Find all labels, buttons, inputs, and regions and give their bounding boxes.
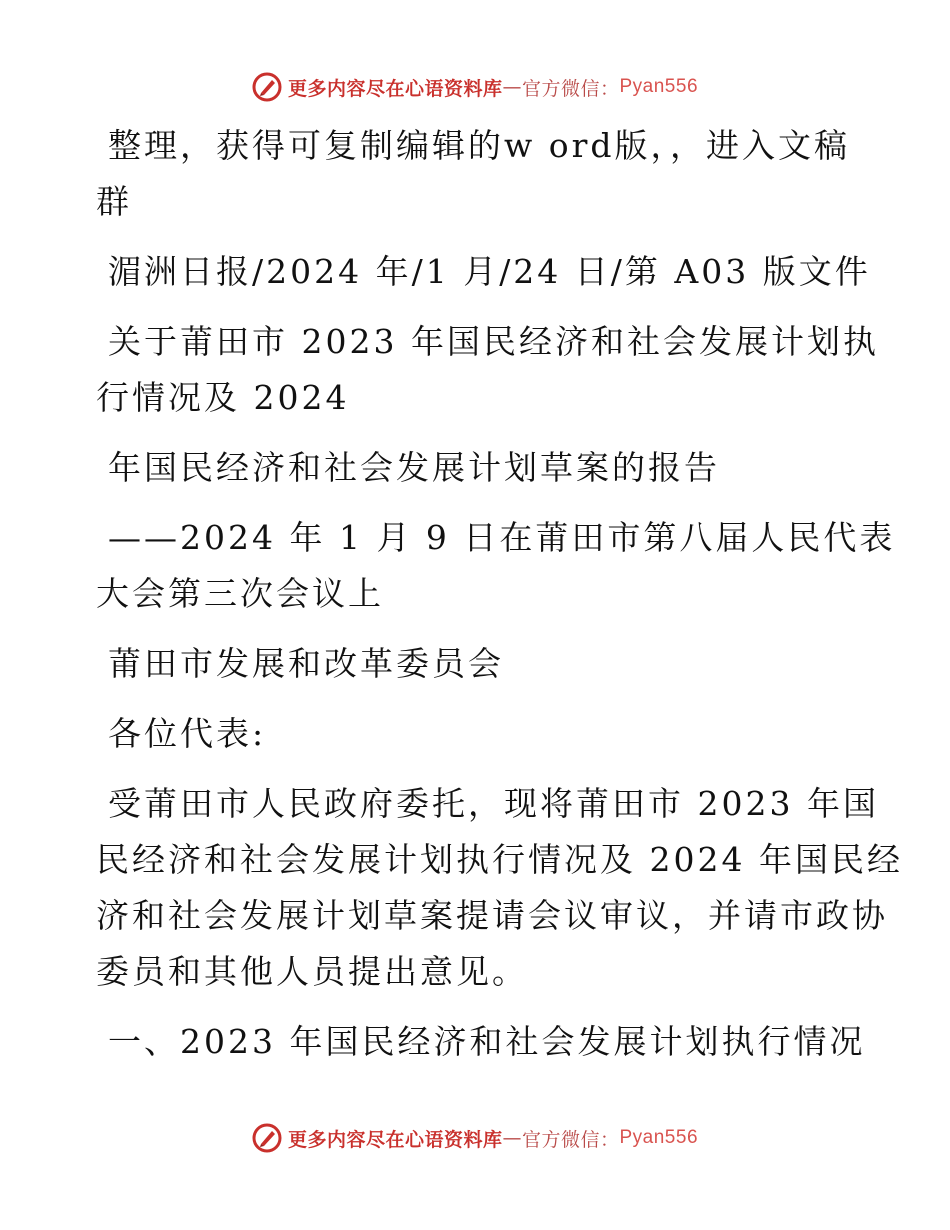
- report-title-line-1: 关于莆田市 2023 年国民经济和社会发展计划执: [108, 322, 879, 361]
- report-title-line-2: 行情况及 2024: [96, 378, 350, 417]
- report-title-line-3: 年国民经济和社会发展计划草案的报告: [108, 448, 720, 487]
- paragraph-intro-line-2: 群: [96, 182, 132, 221]
- body-line-3: 济和社会发展计划草案提请会议审议，并请市政协: [96, 896, 888, 935]
- body-line-4: 委员和其他人员提出意见。: [96, 952, 528, 991]
- paragraph-intro-line-1: 整理，获得可复制编辑的w ord版，，进入文稿: [108, 126, 851, 165]
- watermark-wechat: 官方微信：: [521, 1128, 620, 1151]
- watermark-main: 更多内容尽在心语资料库: [287, 1128, 503, 1151]
- source-line: 湄洲日报/2024 年/1 月/24 日/第 A03 版文件: [108, 252, 871, 291]
- watermark-main: 更多内容尽在心语资料库: [287, 77, 503, 100]
- header-watermark: [0, 72, 950, 102]
- subtitle-line-1: ——2024 年 1 月 9 日在莆田市第八届人民代表: [108, 518, 896, 557]
- watermark-wechat: 官方微信：: [521, 77, 620, 100]
- watermark-id: Pyan556: [619, 1127, 699, 1148]
- document-body: [96, 118, 903, 1070]
- subtitle-line-2: 大会第三次会议上: [96, 574, 384, 613]
- footer-watermark: [0, 1123, 950, 1153]
- section-heading: 一、2023 年国民经济和社会发展计划执行情况: [108, 1022, 866, 1061]
- body-line-1: 受莆田市人民政府委托，现将莆田市 2023 年国: [108, 784, 879, 823]
- watermark-dash: —: [502, 76, 522, 98]
- author-line: 莆田市发展和改革委员会: [108, 644, 504, 683]
- salutation-line: 各位代表:: [108, 714, 267, 753]
- watermark-dash: —: [502, 1127, 522, 1149]
- pen-logo-icon: [252, 1123, 282, 1153]
- watermark-id: Pyan556: [619, 76, 699, 97]
- body-line-2: 民经济和社会发展计划执行情况及 2024 年国民经: [96, 840, 903, 879]
- pen-logo-icon: [252, 72, 282, 102]
